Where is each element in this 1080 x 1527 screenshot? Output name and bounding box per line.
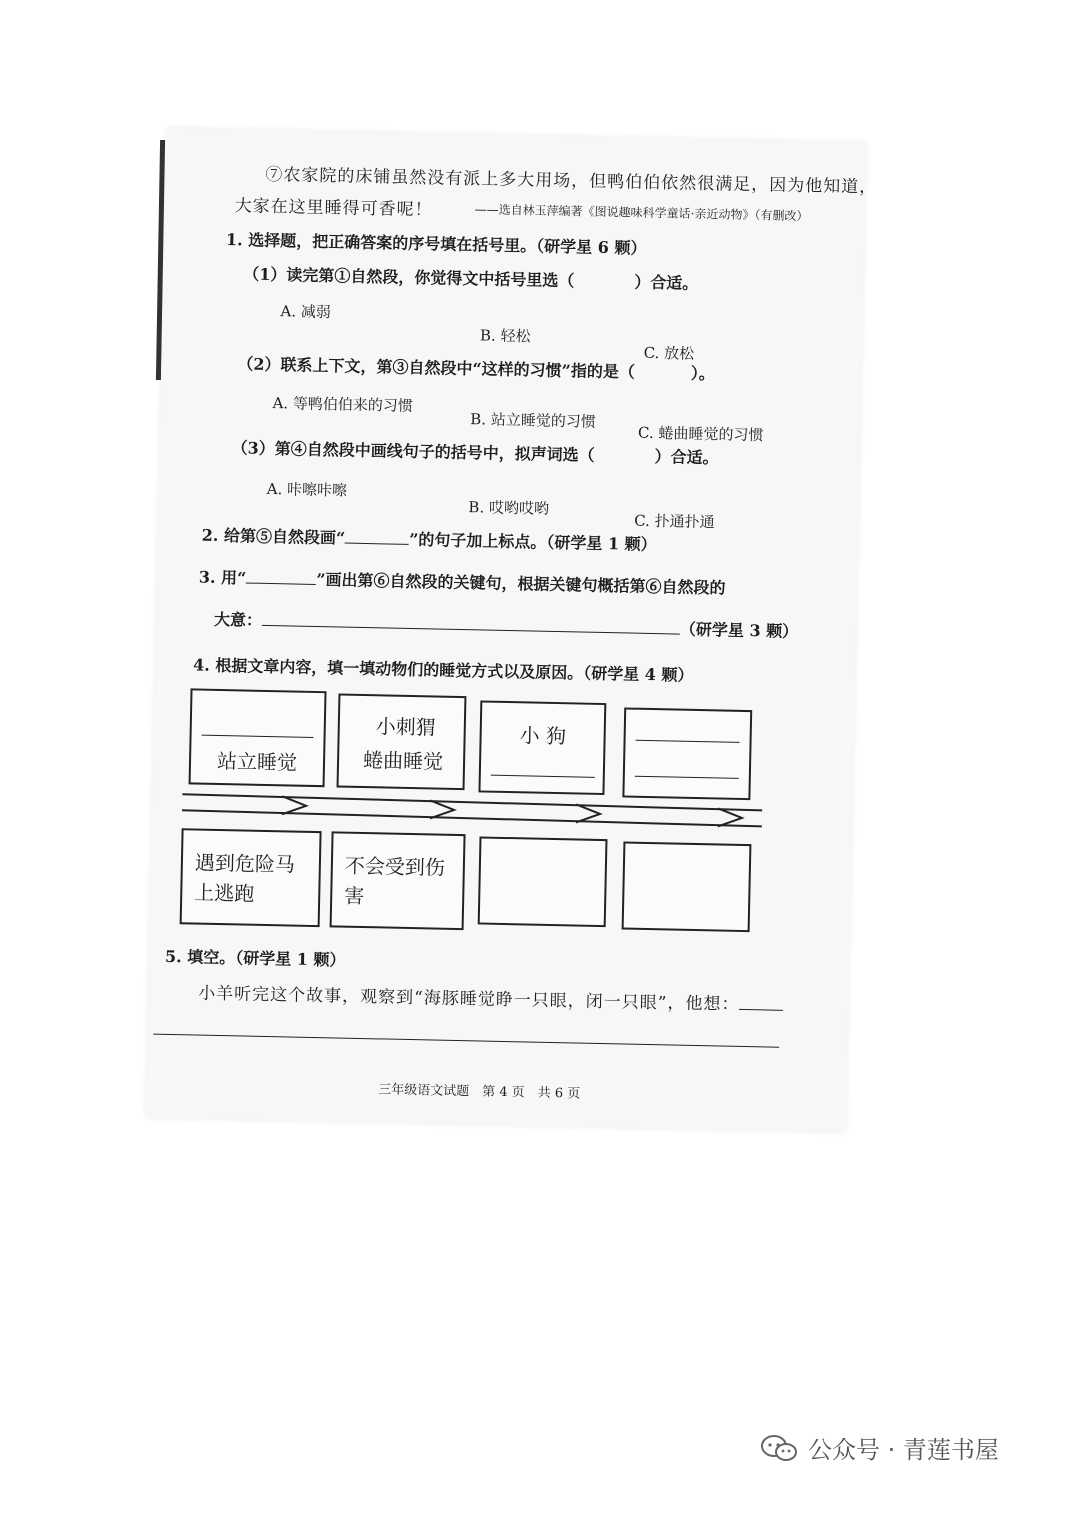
q1-3-prompt: （3）第④自然段中画线句子的括号中，拟声词选（ ）合适。 — [231, 438, 719, 468]
answer-line — [491, 775, 595, 778]
q1-title: 1. 选择题，把正确答案的序号填在括号里。（研学星 6 颗） — [225, 230, 647, 258]
q3-answer-line[interactable] — [262, 625, 680, 635]
q1-1-prompt: （1）读完第①自然段，你觉得文中括号里选（ ）合适。 — [243, 264, 699, 293]
answer-line — [636, 740, 740, 743]
q5-title: 5. 填空。（研学星 1 颗） — [164, 946, 346, 970]
wechat-icon — [760, 1434, 798, 1462]
q4-top-box-3[interactable]: 小 狗 — [478, 700, 606, 795]
answer-line — [635, 776, 739, 779]
page-footer: 三年级语文试题 第 4 页 共 6 页 — [378, 1082, 581, 1102]
q4-bottom-box-4[interactable] — [622, 841, 752, 932]
q4-bottom-box-1[interactable]: 遇到危险马 上逃跑 — [180, 828, 322, 927]
q2-text: 2. 给第⑤自然段画“ ”的句子加上标点。（研学星 1 颗） — [201, 525, 657, 555]
q1-3-option-b[interactable]: B. 哎哟哎哟 — [468, 498, 550, 518]
q1-1-option-b[interactable]: B. 轻松 — [479, 326, 531, 346]
q1-3-option-a[interactable]: A. 咔嚓咔嚓 — [266, 479, 348, 500]
q1-2-prompt: （2）联系上下文，第③自然段中“这样的习惯”指的是（ ）。 — [237, 354, 716, 384]
q1-2-option-b[interactable]: B. 站立睡觉的习惯 — [470, 410, 596, 431]
exam-page — [146, 128, 878, 1132]
q3-line2: 大意： （研学星 3 颗） — [213, 609, 799, 642]
q4-bottom-box-2[interactable]: 不会受到伤 害 — [330, 831, 466, 930]
q4-top-box-1[interactable]: 站立睡觉 — [189, 688, 327, 787]
passage-para7-line1: ⑦农家院的床铺虽然没有派上多大用场，但鸭伯伯依然很满足，因为他知道， — [265, 164, 878, 198]
answer-line — [202, 735, 314, 738]
q1-3-option-c[interactable]: C. 扑通扑通 — [633, 511, 715, 532]
watermark-text: 公众号 · 青莲书屋 — [808, 1436, 999, 1464]
q4-title: 4. 根据文章内容，填一填动物们的睡觉方式以及原因。（研学星 4 颗） — [192, 655, 694, 685]
q5-text: 小羊听完这个故事，观察到“海豚睡觉睁一只眼，闭一只眼”，他想： — [198, 979, 784, 1016]
q3-text: 3. 用“ ”画出第⑥自然段的关键句，根据关键句概括第⑥自然段的 — [198, 567, 726, 598]
passage-source: ——选自林玉萍编著《图说趣味科学童话·亲近动物》（有删改） — [474, 202, 809, 224]
q1-2-option-c[interactable]: C. 蜷曲睡觉的习惯 — [637, 423, 764, 445]
q1-2-option-a[interactable]: A. 等鸭伯伯来的习惯 — [272, 394, 414, 415]
q1-1-option-a[interactable]: A. 减弱 — [280, 302, 332, 322]
q4-bottom-box-3[interactable] — [478, 836, 608, 927]
watermark — [760, 1430, 999, 1465]
q5-answer-line[interactable] — [153, 1034, 779, 1048]
q1-1-option-c[interactable]: C. 放松 — [643, 343, 695, 363]
q4-top-box-2[interactable]: 小刺猬 蜷曲睡觉 — [337, 693, 467, 790]
passage-para7-line2: 大家在这里睡得可香呢！ — [234, 196, 433, 221]
q4-top-box-4[interactable] — [622, 707, 752, 800]
